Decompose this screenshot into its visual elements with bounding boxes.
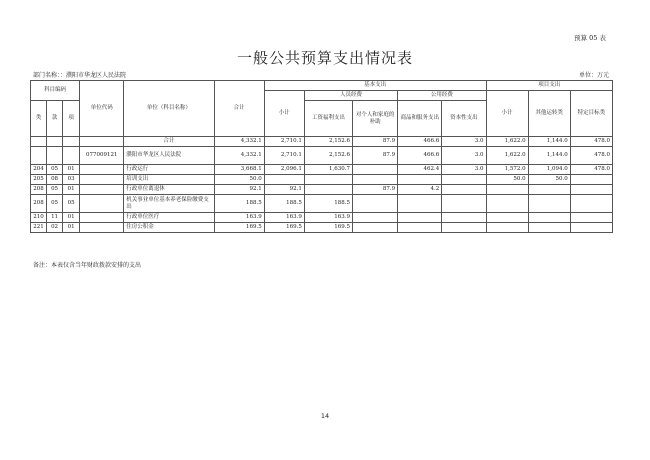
subsidy-cell: 87.9 — [353, 185, 398, 195]
basic-subtotal-cell: 188.5 — [264, 195, 304, 213]
header-basic-expenditure: 基本支出 — [264, 81, 486, 91]
kuan-cell — [47, 137, 63, 147]
other-operation-cell: 1,144.0 — [528, 147, 570, 165]
header-basic-subtotal: 小计 — [264, 91, 304, 137]
table-row — [31, 147, 613, 165]
unit-name-cell: 机关事业单位基本养老保险缴费支出 — [124, 195, 214, 213]
unit-name-cell: 住房公积金 — [124, 223, 214, 233]
table-row — [31, 137, 613, 147]
wage-cell — [304, 185, 352, 195]
subsidy-cell — [353, 213, 398, 223]
header-public: 公用经费 — [398, 91, 486, 101]
goods-cell — [398, 195, 442, 213]
basic-subtotal-cell: 2,710.1 — [264, 137, 304, 147]
table-row — [31, 175, 613, 185]
project-subtotal-cell: 1,622.0 — [486, 137, 528, 147]
capital-cell — [442, 223, 486, 233]
budget-table — [30, 80, 613, 233]
unit-code-cell — [80, 185, 124, 195]
header-unit-code: 单位代码 — [80, 81, 124, 137]
header-goods-services: 商品和服务支出 — [398, 101, 442, 137]
xiang-cell: 03 — [63, 175, 80, 185]
total-cell: 92.1 — [214, 185, 264, 195]
total-cell: 4,332.1 — [214, 137, 264, 147]
capital-cell — [442, 175, 486, 185]
unit-name-cell: 培训支出 — [124, 175, 214, 185]
xiang-cell: 05 — [63, 195, 80, 213]
goods-cell: 466.6 — [398, 137, 442, 147]
project-subtotal-cell: 50.0 — [486, 175, 528, 185]
kuan-cell: 05 — [47, 165, 63, 175]
class-cell — [31, 147, 47, 165]
wage-cell: 2,152.6 — [304, 137, 352, 147]
project-subtotal-cell: 1,622.0 — [486, 147, 528, 165]
header-capital: 资本性支出 — [442, 101, 486, 137]
other-operation-cell: 50.0 — [528, 175, 570, 185]
basic-subtotal-cell: 92.1 — [264, 185, 304, 195]
wage-cell: 163.9 — [304, 213, 352, 223]
header-subject-code: 科目编码 — [31, 81, 80, 101]
table-row — [31, 165, 613, 175]
goods-cell: 462.4 — [398, 165, 442, 175]
unit-code-cell — [80, 165, 124, 175]
goods-cell — [398, 175, 442, 185]
specific-target-cell: 478.0 — [570, 165, 612, 175]
header-other-operation: 其他运转类 — [528, 91, 570, 137]
header-wage-welfare: 工资福利支出 — [304, 101, 352, 137]
capital-cell: 3.0 — [442, 147, 486, 165]
specific-target-cell: 478.0 — [570, 147, 612, 165]
capital-cell — [442, 195, 486, 213]
table-row — [31, 213, 613, 223]
kuan-cell: 08 — [47, 175, 63, 185]
class-cell: 210 — [31, 213, 47, 223]
specific-target-cell — [570, 223, 612, 233]
specific-target-cell — [570, 175, 612, 185]
class-cell: 221 — [31, 223, 47, 233]
xiang-cell — [63, 147, 80, 165]
page-title: 一般公共预算支出情况表 — [236, 49, 413, 67]
header-project-subtotal: 小计 — [486, 91, 528, 137]
subsidy-cell: 87.9 — [353, 137, 398, 147]
unit-name-cell: 合计 — [124, 137, 214, 147]
unit-code-cell — [80, 175, 124, 185]
header-personnel: 人员经费 — [304, 91, 397, 101]
unit-name-cell: 行政运行 — [124, 165, 214, 175]
goods-cell: 4.2 — [398, 185, 442, 195]
specific-target-cell — [570, 195, 612, 213]
header-specific-target: 特定目标类 — [570, 91, 612, 137]
kuan-cell: 05 — [47, 195, 63, 213]
unit-name-cell: 行政单位医疗 — [124, 213, 214, 223]
xiang-cell: 01 — [63, 165, 80, 175]
total-cell: 163.9 — [214, 213, 264, 223]
class-cell: 205 — [31, 175, 47, 185]
header-individual-subsidy: 对个人和家庭的补助 — [353, 101, 398, 137]
unit-code-cell — [80, 137, 124, 147]
unit-code-cell — [80, 195, 124, 213]
class-cell: 208 — [31, 185, 47, 195]
table-row — [31, 223, 613, 233]
goods-cell: 466.6 — [398, 147, 442, 165]
class-cell — [31, 137, 47, 147]
subsidy-cell — [353, 175, 398, 185]
project-subtotal-cell: 1,572.0 — [486, 165, 528, 175]
page-number: 14 — [320, 412, 330, 420]
table-row — [31, 195, 613, 213]
department-label: 部门名称：：濮阳市华龙区人民法院 — [33, 72, 127, 79]
header-unit-name: 单位（科目名称） — [124, 81, 214, 137]
unit-code-cell: 077009121 — [80, 147, 124, 165]
basic-subtotal-cell: 2,710.1 — [264, 147, 304, 165]
basic-subtotal-cell — [264, 175, 304, 185]
total-cell: 4,332.1 — [214, 147, 264, 165]
other-operation-cell: 1,094.0 — [528, 165, 570, 175]
other-operation-cell — [528, 223, 570, 233]
kuan-cell: 05 — [47, 185, 63, 195]
total-cell: 50.0 — [214, 175, 264, 185]
wage-cell — [304, 175, 352, 185]
wage-cell: 169.5 — [304, 223, 352, 233]
kuan-cell: 02 — [47, 223, 63, 233]
header-class: 类 — [31, 101, 47, 137]
class-cell: 204 — [31, 165, 47, 175]
subsidy-cell — [353, 195, 398, 213]
wage-cell: 2,152.6 — [304, 147, 352, 165]
unit-name-cell: 行政单位离退休 — [124, 185, 214, 195]
header-xiang: 项 — [63, 101, 80, 137]
basic-subtotal-cell: 2,096.1 — [264, 165, 304, 175]
capital-cell — [442, 185, 486, 195]
header-total: 合计 — [214, 81, 264, 137]
total-cell: 3,668.1 — [214, 165, 264, 175]
kuan-cell: 11 — [47, 213, 63, 223]
subsidy-cell: 87.9 — [353, 147, 398, 165]
other-operation-cell: 1,144.0 — [528, 137, 570, 147]
form-number: 预算 05 表 — [574, 34, 606, 42]
class-cell: 208 — [31, 195, 47, 213]
goods-cell — [398, 213, 442, 223]
basic-subtotal-cell: 169.5 — [264, 223, 304, 233]
total-cell: 169.5 — [214, 223, 264, 233]
unit-label: 单位：万元 — [578, 72, 609, 79]
subsidy-cell — [353, 165, 398, 175]
total-cell: 188.5 — [214, 195, 264, 213]
wage-cell: 188.5 — [304, 195, 352, 213]
header-kuan: 款 — [47, 101, 63, 137]
other-operation-cell — [528, 213, 570, 223]
capital-cell — [442, 213, 486, 223]
header-project-expenditure: 项目支出 — [486, 81, 613, 91]
other-operation-cell — [528, 195, 570, 213]
unit-code-cell — [80, 223, 124, 233]
table-body — [31, 137, 613, 233]
project-subtotal-cell — [486, 185, 528, 195]
xiang-cell: 01 — [63, 213, 80, 223]
xiang-cell — [63, 137, 80, 147]
unit-name-cell: 濮阳市华龙区人民法院 — [124, 147, 214, 165]
wage-cell: 1,630.7 — [304, 165, 352, 175]
kuan-cell — [47, 147, 63, 165]
project-subtotal-cell — [486, 213, 528, 223]
footnote: 备注：本表仅含当年财政拨款安排的支出 — [33, 262, 142, 269]
specific-target-cell — [570, 213, 612, 223]
xiang-cell: 01 — [63, 223, 80, 233]
subsidy-cell — [353, 223, 398, 233]
project-subtotal-cell — [486, 223, 528, 233]
xiang-cell: 01 — [63, 185, 80, 195]
specific-target-cell — [570, 185, 612, 195]
unit-code-cell — [80, 213, 124, 223]
capital-cell: 3.0 — [442, 165, 486, 175]
capital-cell: 3.0 — [442, 137, 486, 147]
specific-target-cell: 478.0 — [570, 137, 612, 147]
other-operation-cell — [528, 185, 570, 195]
table-row — [31, 185, 613, 195]
basic-subtotal-cell: 163.9 — [264, 213, 304, 223]
project-subtotal-cell — [486, 195, 528, 213]
goods-cell — [398, 223, 442, 233]
